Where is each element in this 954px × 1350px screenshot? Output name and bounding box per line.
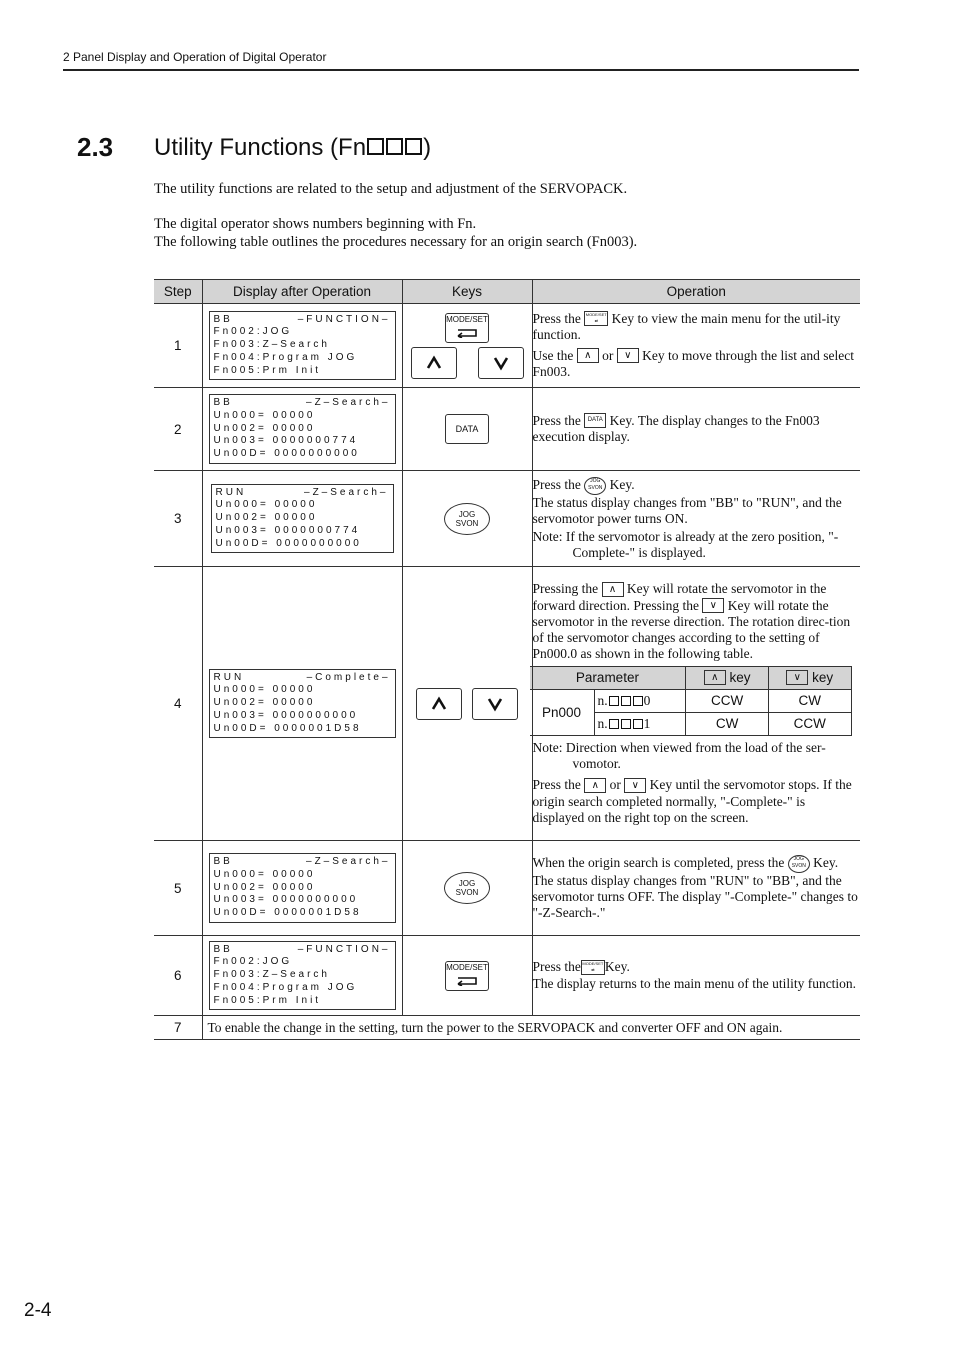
display-line bbox=[216, 525, 389, 538]
display-line bbox=[214, 326, 391, 339]
table-row bbox=[154, 1016, 860, 1040]
display-line-text: RUN bbox=[215, 486, 247, 498]
svon-key-label: SVON bbox=[455, 888, 479, 897]
display-line bbox=[216, 499, 389, 512]
table-row bbox=[154, 936, 860, 1016]
operation-text: Key to move through the list and select Fn003. bbox=[532, 348, 854, 380]
step-number: 5 bbox=[154, 841, 202, 936]
display-line bbox=[214, 907, 391, 920]
col-header-step: Step bbox=[154, 280, 202, 304]
mode-set-key-label: MODE/SET bbox=[446, 962, 488, 972]
display-line bbox=[214, 723, 391, 736]
operation-text: Press the bbox=[532, 777, 581, 793]
display-line-text: RUN bbox=[213, 671, 245, 683]
placeholder-box-icon bbox=[609, 719, 619, 729]
down-key-header bbox=[768, 667, 851, 690]
step-number: 7 bbox=[154, 1016, 202, 1040]
col-header-display: Display after Operation bbox=[202, 280, 402, 304]
display-line-text: Fn005:Prm Init bbox=[213, 994, 322, 1006]
down-direction: CCW bbox=[768, 713, 851, 736]
down-key-icon: ∨ bbox=[786, 670, 808, 685]
keys-cell bbox=[402, 567, 532, 841]
step-number: 1 bbox=[154, 304, 202, 388]
display-line-text: Un00D= 0000001D58 bbox=[213, 907, 362, 919]
display-line bbox=[214, 339, 391, 352]
display-line-text: Un003= 0000000774 bbox=[213, 435, 359, 447]
display-line-text: Un000= 00000 bbox=[213, 868, 316, 880]
display-line-text: Un000= 00000 bbox=[213, 409, 316, 421]
operator-display bbox=[209, 311, 396, 381]
display-line bbox=[214, 684, 391, 697]
operator-display bbox=[209, 853, 396, 923]
down-key-header-label: key bbox=[812, 670, 834, 686]
display-line-text: Un002= 00000 bbox=[213, 881, 316, 893]
up-direction: CW bbox=[686, 713, 769, 736]
down-key-icon: ∨ bbox=[617, 348, 639, 363]
display-cell bbox=[202, 567, 402, 841]
display-line bbox=[214, 365, 391, 378]
operation-cell bbox=[532, 388, 860, 471]
display-line bbox=[214, 435, 391, 448]
operation-text: Press the bbox=[532, 959, 581, 975]
display-line-text: Fn004:Program JOG bbox=[213, 351, 358, 363]
display-line-text: Fn004:Program JOG bbox=[213, 981, 358, 993]
jog-key-label: JOG bbox=[458, 509, 476, 519]
section-number: 2.3 bbox=[77, 132, 114, 162]
operator-display bbox=[209, 669, 396, 739]
operation-text: The status display changes from "BB" to "RUN", and the servomotor power turns ON. bbox=[532, 494, 842, 526]
jog-svon-key-icon: JOG SVON bbox=[788, 855, 810, 873]
operation-text: Press the bbox=[532, 310, 581, 326]
operation-text: Key. The display changes to the Fn003 execution display. bbox=[532, 412, 820, 445]
data-key[interactable]: DATA bbox=[445, 414, 489, 444]
param-value-prefix: n. bbox=[597, 716, 608, 732]
section-title-prefix: Utility Functions (Fn bbox=[154, 134, 367, 161]
operation-text: Use the bbox=[532, 348, 574, 363]
col-header-operation: Operation bbox=[532, 280, 860, 304]
display-status-text: –FUNCTION– bbox=[297, 313, 391, 325]
origin-search-procedure-table bbox=[154, 279, 860, 1040]
table-row bbox=[154, 567, 860, 841]
display-line-text: Un002= 00000 bbox=[213, 422, 316, 434]
display-cell bbox=[202, 388, 402, 471]
operation-cell bbox=[532, 471, 860, 567]
display-line-text: Fn002:JOG bbox=[213, 956, 293, 968]
jog-svon-key[interactable] bbox=[444, 503, 490, 535]
operation-text: Key. bbox=[604, 959, 630, 975]
display-line bbox=[214, 856, 391, 869]
display-line bbox=[214, 882, 391, 895]
display-line bbox=[216, 538, 389, 551]
placeholder-box-icon bbox=[386, 138, 403, 155]
step-number: 3 bbox=[154, 471, 202, 567]
display-line-text: BB bbox=[213, 397, 233, 409]
param-value-prefix: n. bbox=[597, 693, 608, 709]
operation-text: Key will rotate the servomotor in the reverse direction. The rotation direc-tion of the servomotor changes according to the setting of Pn000.0 as shown in the following table. bbox=[532, 597, 851, 662]
display-cell bbox=[202, 304, 402, 388]
display-line-text: Un000= 00000 bbox=[213, 684, 316, 696]
svon-key-label: SVON bbox=[455, 518, 479, 528]
operation-text: Key to view the main menu for the util-ity function. bbox=[532, 310, 841, 342]
down-arrow-icon bbox=[479, 348, 523, 378]
display-line-text: Un002= 00000 bbox=[213, 697, 316, 709]
display-line-text: BB bbox=[213, 313, 233, 325]
placeholder-box-icon bbox=[367, 138, 384, 155]
operation-text: Press the bbox=[532, 412, 581, 428]
display-status-text: –Z–Search– bbox=[306, 397, 391, 409]
operation-cell bbox=[532, 304, 860, 388]
keys-cell bbox=[402, 388, 532, 471]
down-key[interactable] bbox=[472, 688, 518, 720]
operation-text: Key until the servomotor stops. If the origin search completed normally, "-Complete-" is displayed on the right top on the screen. bbox=[532, 777, 852, 825]
placeholder-box-icon bbox=[633, 696, 643, 706]
table-row bbox=[154, 388, 860, 471]
param-value-0 bbox=[594, 690, 686, 713]
up-key-icon: ∧ bbox=[704, 670, 726, 685]
mode-set-key[interactable] bbox=[445, 961, 489, 991]
display-cell bbox=[202, 841, 402, 936]
up-arrow-icon bbox=[417, 689, 461, 719]
up-key-icon: ∧ bbox=[577, 348, 599, 363]
mode-set-key-icon: MODE/SET ⇄ bbox=[581, 960, 605, 975]
display-line-text: Un00D= 0000000000 bbox=[213, 448, 360, 460]
rotation-direction-table bbox=[530, 666, 852, 736]
display-line-text: Un003= 0000000774 bbox=[215, 524, 361, 536]
up-key[interactable] bbox=[411, 347, 457, 379]
display-line-text: Un002= 00000 bbox=[215, 512, 318, 524]
keys-cell bbox=[402, 304, 532, 388]
operator-display bbox=[209, 941, 396, 1011]
mode-set-key-label: MODE/SET bbox=[446, 314, 488, 324]
placeholder-box-icon bbox=[633, 719, 643, 729]
intro-paragraph-1: The utility functions are related to the setup and adjustment of the SERVOPACK. bbox=[154, 181, 628, 197]
up-direction: CCW bbox=[686, 690, 769, 713]
display-status-text: –Complete– bbox=[306, 671, 391, 683]
display-line bbox=[214, 944, 391, 957]
table-row bbox=[154, 304, 860, 388]
mode-set-key[interactable] bbox=[445, 313, 489, 343]
display-line bbox=[214, 869, 391, 882]
keys-cell bbox=[402, 471, 532, 567]
col-header-keys: Keys bbox=[402, 280, 532, 304]
up-key-icon: ∧ bbox=[602, 582, 624, 597]
display-line bbox=[214, 423, 391, 436]
header-rule bbox=[63, 69, 859, 71]
intro-paragraph-3: The following table outlines the procedures necessary for an origin search (Fn003). bbox=[154, 234, 638, 250]
display-line bbox=[216, 487, 389, 500]
keys-cell bbox=[402, 936, 532, 1016]
operator-display bbox=[209, 394, 396, 464]
display-line bbox=[214, 982, 391, 995]
display-line-text: BB bbox=[213, 943, 233, 955]
display-line-text: Un000= 00000 bbox=[215, 499, 318, 511]
operation-cell bbox=[532, 567, 860, 841]
down-direction: CW bbox=[768, 690, 851, 713]
operation-text: Key. bbox=[813, 855, 839, 871]
operation-text: Key will rotate the servomotor in the forward direction. Pressing the bbox=[532, 581, 827, 613]
step-number: 2 bbox=[154, 388, 202, 471]
display-line bbox=[214, 894, 391, 907]
display-line bbox=[214, 710, 391, 723]
display-line bbox=[214, 956, 391, 969]
section-title bbox=[154, 134, 431, 162]
param-name: Pn000 bbox=[530, 690, 595, 736]
display-line-text: Un003= 0000000000 bbox=[213, 894, 359, 906]
operation-text: Pressing the bbox=[532, 581, 599, 597]
running-header: 2 Panel Display and Operation of Digital Operator bbox=[63, 50, 327, 64]
display-line-text: Fn005:Prm Init bbox=[213, 364, 322, 376]
param-header: Parameter bbox=[530, 667, 686, 690]
table-row bbox=[154, 841, 860, 936]
display-line bbox=[214, 448, 391, 461]
down-key[interactable] bbox=[478, 347, 524, 379]
operation-text: The display returns to the main menu of the utility function. bbox=[532, 975, 857, 991]
operation-text: or bbox=[609, 777, 621, 793]
display-cell bbox=[202, 936, 402, 1016]
down-key-icon: ∨ bbox=[624, 778, 646, 793]
display-line-text: BB bbox=[213, 856, 233, 868]
display-line-text: Un00D= 0000000000 bbox=[215, 537, 362, 549]
display-line bbox=[214, 352, 391, 365]
placeholder-box-icon bbox=[609, 696, 619, 706]
up-key-icon: ∧ bbox=[584, 778, 606, 793]
up-key-header bbox=[686, 667, 769, 690]
placeholder-box-icon bbox=[621, 719, 631, 729]
operation-text: Press the bbox=[532, 476, 581, 492]
data-key-icon: DATA bbox=[584, 413, 606, 428]
return-arrow-icon bbox=[455, 328, 479, 338]
down-key-icon: ∨ bbox=[702, 598, 724, 613]
display-status-text: –Z–Search– bbox=[304, 486, 389, 498]
display-line bbox=[214, 397, 391, 410]
param-value-suffix: 1 bbox=[643, 716, 651, 732]
down-arrow-icon bbox=[473, 689, 517, 719]
keys-cell bbox=[402, 841, 532, 936]
display-line-text: Fn003:Z–Search bbox=[213, 339, 330, 351]
final-instruction: To enable the change in the setting, turn the power to the SERVOPACK and converter OFF and ON again. bbox=[202, 1016, 860, 1040]
operator-display bbox=[211, 484, 394, 554]
up-key-header-label: key bbox=[729, 670, 751, 686]
param-value-1 bbox=[594, 713, 686, 736]
display-line bbox=[214, 697, 391, 710]
display-status-text: –Z–Search– bbox=[306, 856, 391, 868]
step-number: 6 bbox=[154, 936, 202, 1016]
jog-svon-key[interactable] bbox=[444, 872, 490, 904]
display-line-text: Un00D= 0000001D58 bbox=[213, 722, 362, 734]
jog-key-label: JOG bbox=[458, 879, 476, 888]
display-line-text: Un003= 0000000000 bbox=[213, 709, 359, 721]
display-cell bbox=[202, 471, 402, 567]
step-number: 4 bbox=[154, 567, 202, 841]
section-title-suffix: ) bbox=[423, 134, 432, 161]
display-line bbox=[214, 969, 391, 982]
operation-note: Note: Direction when viewed from the load of the ser-vomotor. bbox=[532, 740, 826, 772]
display-line bbox=[214, 410, 391, 423]
operation-note: Note: If the servomotor is already at the zero position, "-Complete-" is displayed. bbox=[532, 528, 839, 560]
display-line bbox=[214, 314, 391, 327]
display-line-text: Fn002:JOG bbox=[213, 326, 293, 338]
display-line-text: Fn003:Z–Search bbox=[213, 969, 330, 981]
display-status-text: –FUNCTION– bbox=[297, 943, 391, 955]
jog-svon-key-icon: JOG SVON bbox=[584, 477, 606, 495]
placeholder-box-icon bbox=[405, 138, 422, 155]
mode-set-key-icon: MODE/SET ⇄ bbox=[584, 311, 608, 326]
display-line bbox=[214, 672, 391, 685]
page-number: 2-4 bbox=[24, 1300, 52, 1321]
display-line bbox=[214, 995, 391, 1008]
table-header-row bbox=[154, 280, 860, 304]
operation-text: When the origin search is completed, press the bbox=[532, 855, 785, 871]
param-value-suffix: 0 bbox=[643, 693, 651, 709]
table-row bbox=[154, 471, 860, 567]
intro-paragraph-2: The digital operator shows numbers beginning with Fn. bbox=[154, 216, 477, 232]
operation-text: The status display changes from "RUN" to "BB", and the servomotor turns OFF. The display "-Complete-" changes to "-Z-Search-." bbox=[532, 873, 858, 920]
operation-cell bbox=[532, 936, 860, 1016]
up-arrow-icon bbox=[412, 348, 456, 378]
operation-cell bbox=[532, 841, 860, 936]
up-key[interactable] bbox=[416, 688, 462, 720]
placeholder-box-icon bbox=[621, 696, 631, 706]
return-arrow-icon bbox=[455, 976, 479, 986]
operation-text: Key. bbox=[609, 476, 635, 492]
display-line bbox=[216, 512, 389, 525]
operation-text: or bbox=[602, 348, 614, 363]
